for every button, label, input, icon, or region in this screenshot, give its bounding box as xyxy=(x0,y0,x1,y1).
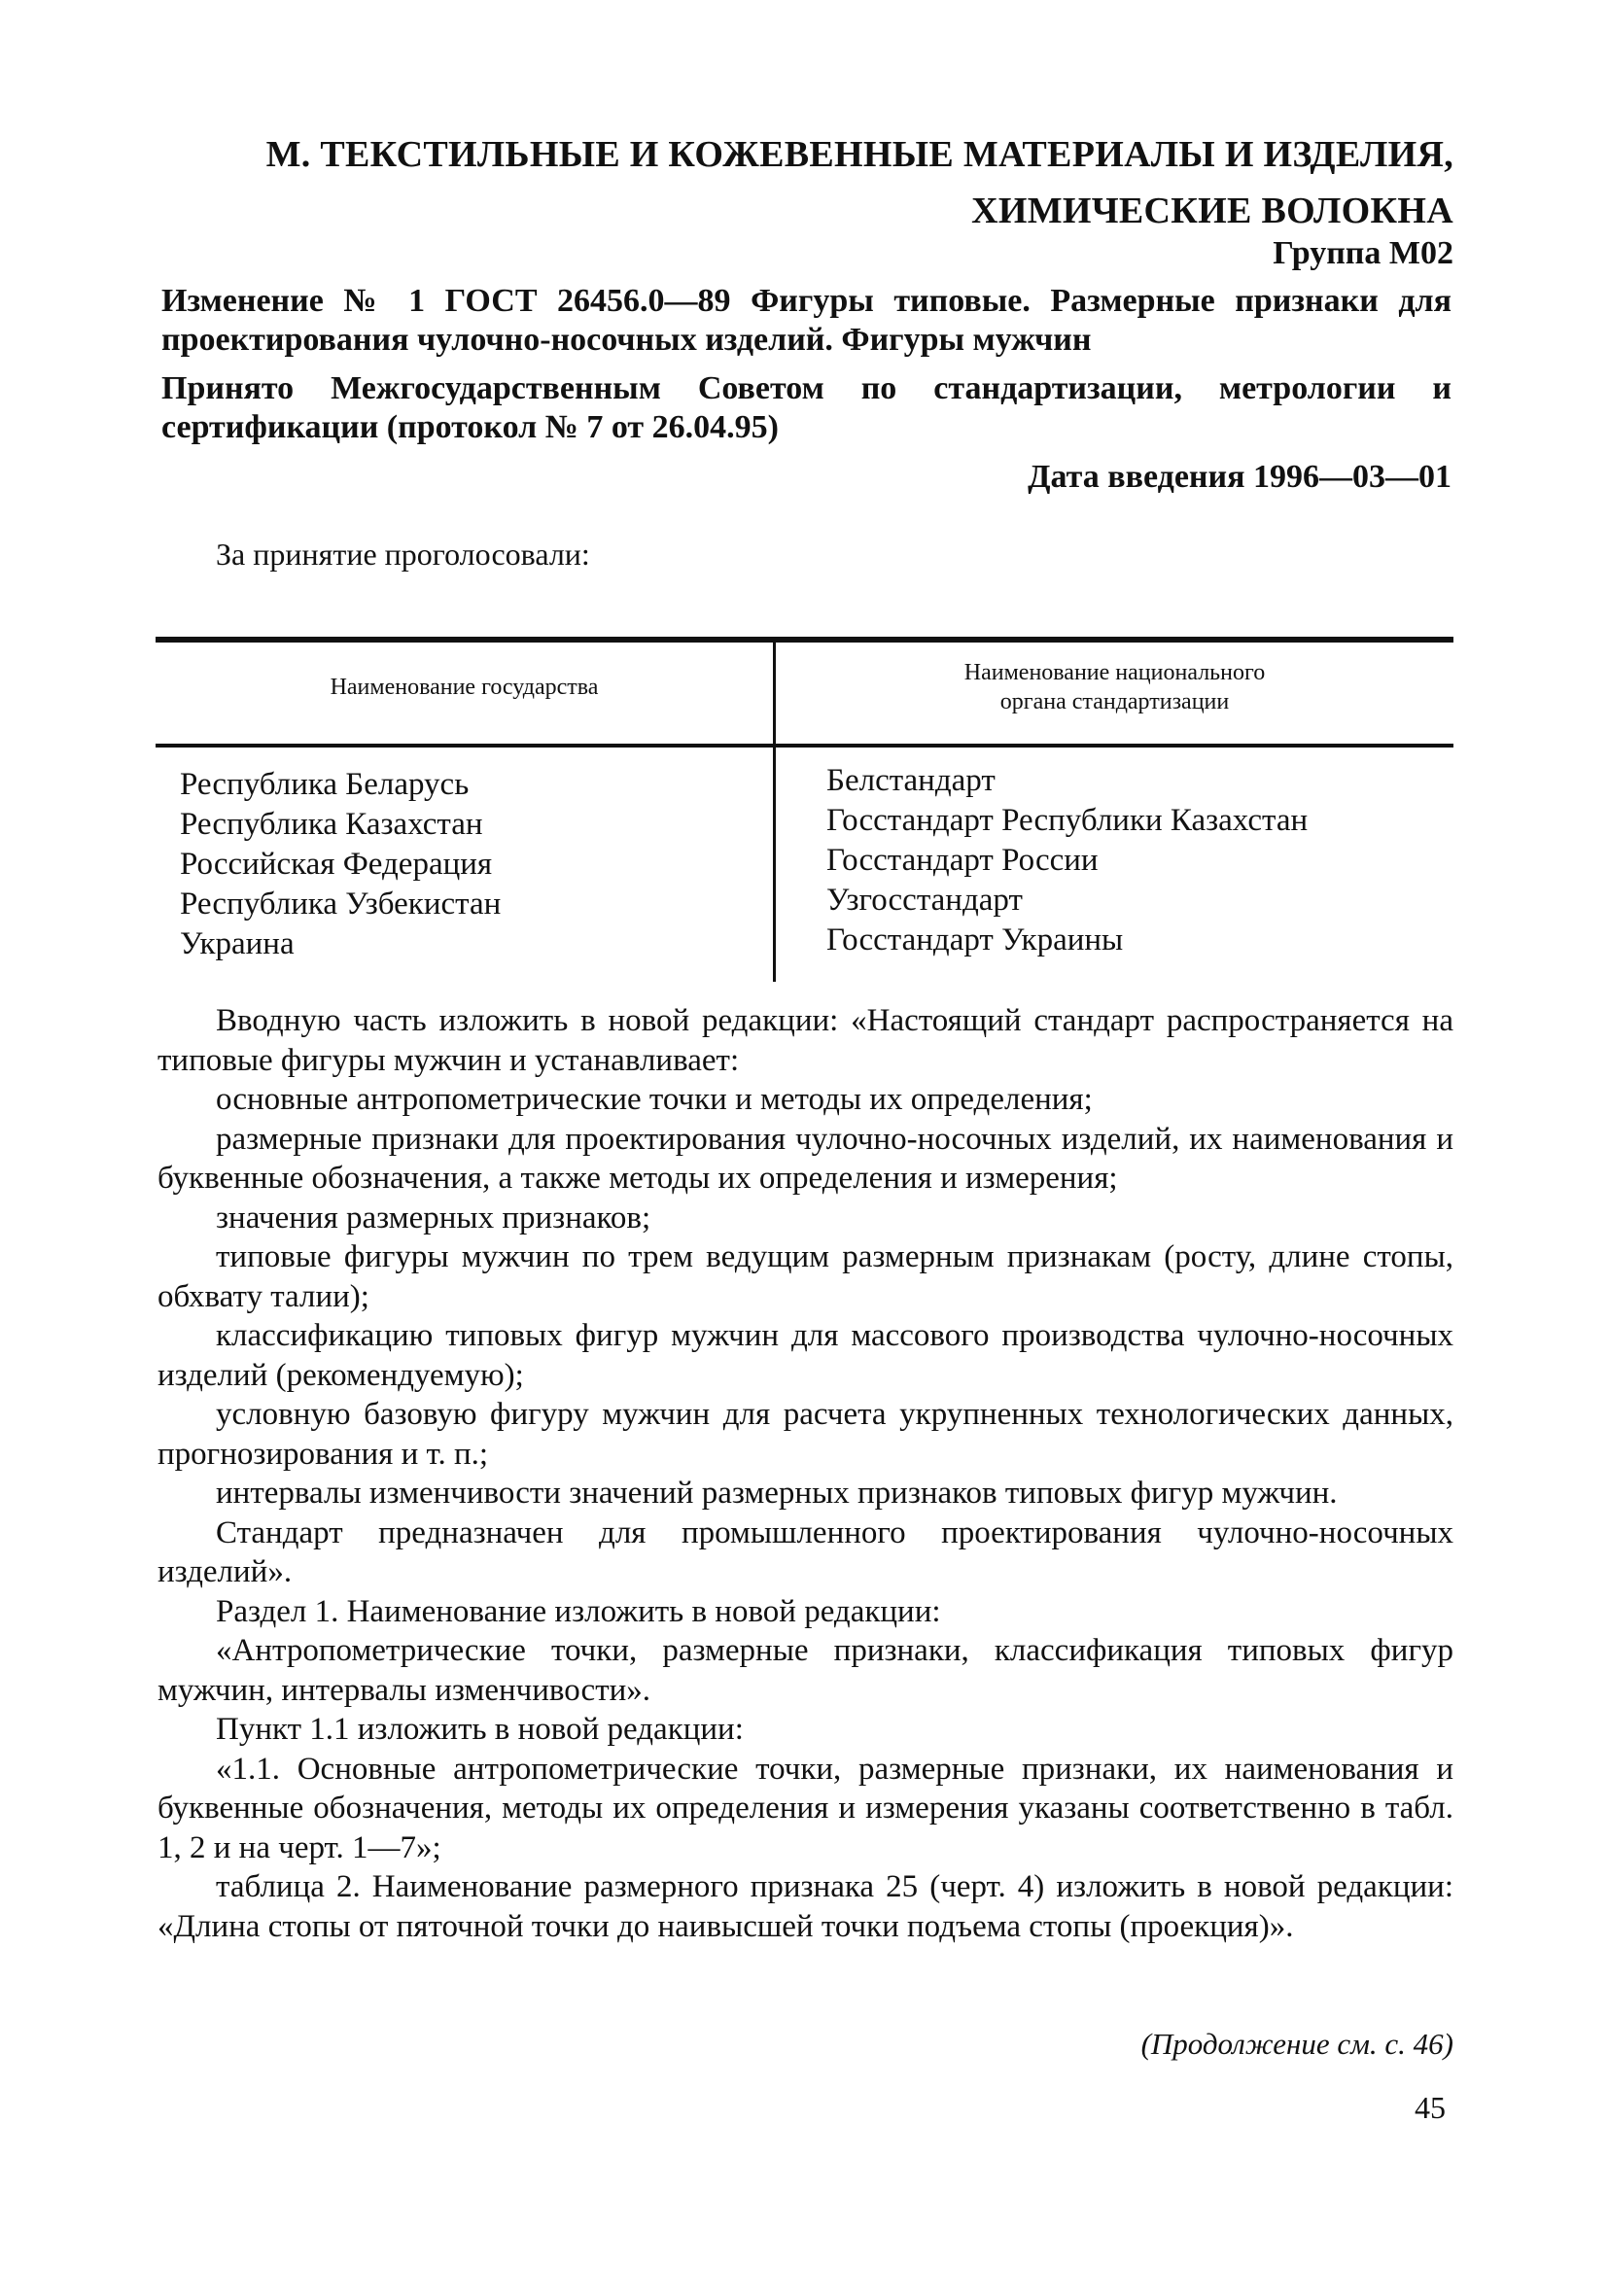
body-paragraph: «Антропометрические точки, размерные признаки, классификация типовых фигур мужчин, интервалы изменчивости». xyxy=(157,1633,1453,1708)
body-paragraph: значения размерных признаков; xyxy=(216,1200,651,1235)
body-paragraph: основные антропометрические точки и методы их определения; xyxy=(216,1082,1093,1117)
section-title-line2: ХИМИЧЕСКИЕ ВОЛОКНА xyxy=(971,191,1453,231)
section-title xyxy=(266,126,1453,239)
table-row-body: Госстандарт России xyxy=(826,843,1099,878)
body-paragraph: «1.1. Основные антропометрические точки, размерные признаки, их наименования и буквенные обозначения, методы их определения и измерения указаны соответственно в табл. 1, 2 и на черт. 1—7»; xyxy=(157,1751,1453,1865)
table-row-state: Республика Узбекистан xyxy=(180,887,502,922)
body-paragraph: Стандарт предназначен для промышленного проектирования чулочно-носочных изделий». xyxy=(157,1514,1453,1589)
standards-body-column xyxy=(826,761,1308,960)
body-paragraph: условную базовую фигуру мужчин для расчета укрупненных технологических данных, прогнозирования и т. п.; xyxy=(157,1397,1453,1472)
table-row-body: Госстандарт Украины xyxy=(826,922,1124,957)
table-row-state: Республика Казахстан xyxy=(180,807,483,842)
table-row-state: Российская Федерация xyxy=(180,847,493,882)
voting-table xyxy=(156,637,1453,982)
amendment-body xyxy=(157,1001,1453,1946)
table-row-state: Республика Беларусь xyxy=(180,767,470,802)
voted-label: За принятие проголосовали: xyxy=(216,537,590,572)
body-paragraph: типовые фигуры мужчин по трем ведущим размерным признакам (росту, длине стопы, обхвату талии); xyxy=(157,1239,1453,1314)
page-number: 45 xyxy=(1415,2090,1446,2125)
header-standards-body-line2: органа стандартизации xyxy=(999,689,1230,714)
table-row-body: Узгосстандарт xyxy=(826,883,1023,918)
table-row-body: Госстандарт Республики Казахстан xyxy=(826,803,1309,838)
continuation-note: (Продолжение см. с. 46) xyxy=(1140,2027,1453,2061)
header-standards-body xyxy=(776,658,1453,716)
table-row-body: Белстандарт xyxy=(826,763,996,798)
body-paragraph: размерные признаки для проектирования чулочно-носочных изделий, их наименования и буквенные обозначения, а также методы их определения и измерения; xyxy=(157,1121,1453,1196)
header-state: Наименование государства xyxy=(330,675,599,700)
effective-date: Дата введения 1996—03—01 xyxy=(1028,459,1452,495)
table-row-state: Украина xyxy=(180,926,295,961)
adopted-by: Принято Межгосударственным Советом по стандартизации, метрологии и сертификации (протокол № 7 от 26.04.95) xyxy=(161,370,1452,445)
state-column xyxy=(180,765,501,964)
table-top-rule xyxy=(156,637,1453,643)
body-paragraph: таблица 2. Наименование размерного признака 25 (черт. 4) изложить в новой редакции: «Длина стопы от пяточной точки до наивысшей точки подъема стопы (проекция)». xyxy=(157,1869,1453,1944)
body-paragraph: классификацию типовых фигур мужчин для массового производства чулочно-носочных изделий (рекомендуемую); xyxy=(157,1318,1453,1393)
body-paragraph: интервалы изменчивости значений размерных признаков типовых фигур мужчин. xyxy=(216,1476,1338,1511)
body-paragraph: Вводную часть изложить в новой редакции: «Настоящий стандарт распространяется на типовые фигуры мужчин и устанавливает: xyxy=(157,1003,1453,1078)
amendment-title: Изменение № 1 ГОСТ 26456.0—89 Фигуры типовые. Размерные признаки для проектирования чулочно-носочных изделий. Фигуры мужчин xyxy=(161,283,1452,358)
group-code: Группа М02 xyxy=(1273,235,1453,271)
header-standards-body-line1: Наименование национального xyxy=(963,660,1266,685)
body-paragraph: Пункт 1.1 изложить в новой редакции: xyxy=(216,1712,744,1747)
section-title-line1: М. ТЕКСТИЛЬНЫЕ И КОЖЕВЕННЫЕ МАТЕРИАЛЫ И ИЗДЕЛИЯ, xyxy=(265,134,1453,175)
body-paragraph: Раздел 1. Наименование изложить в новой редакции: xyxy=(216,1593,941,1629)
table-header-rule xyxy=(156,744,1453,748)
